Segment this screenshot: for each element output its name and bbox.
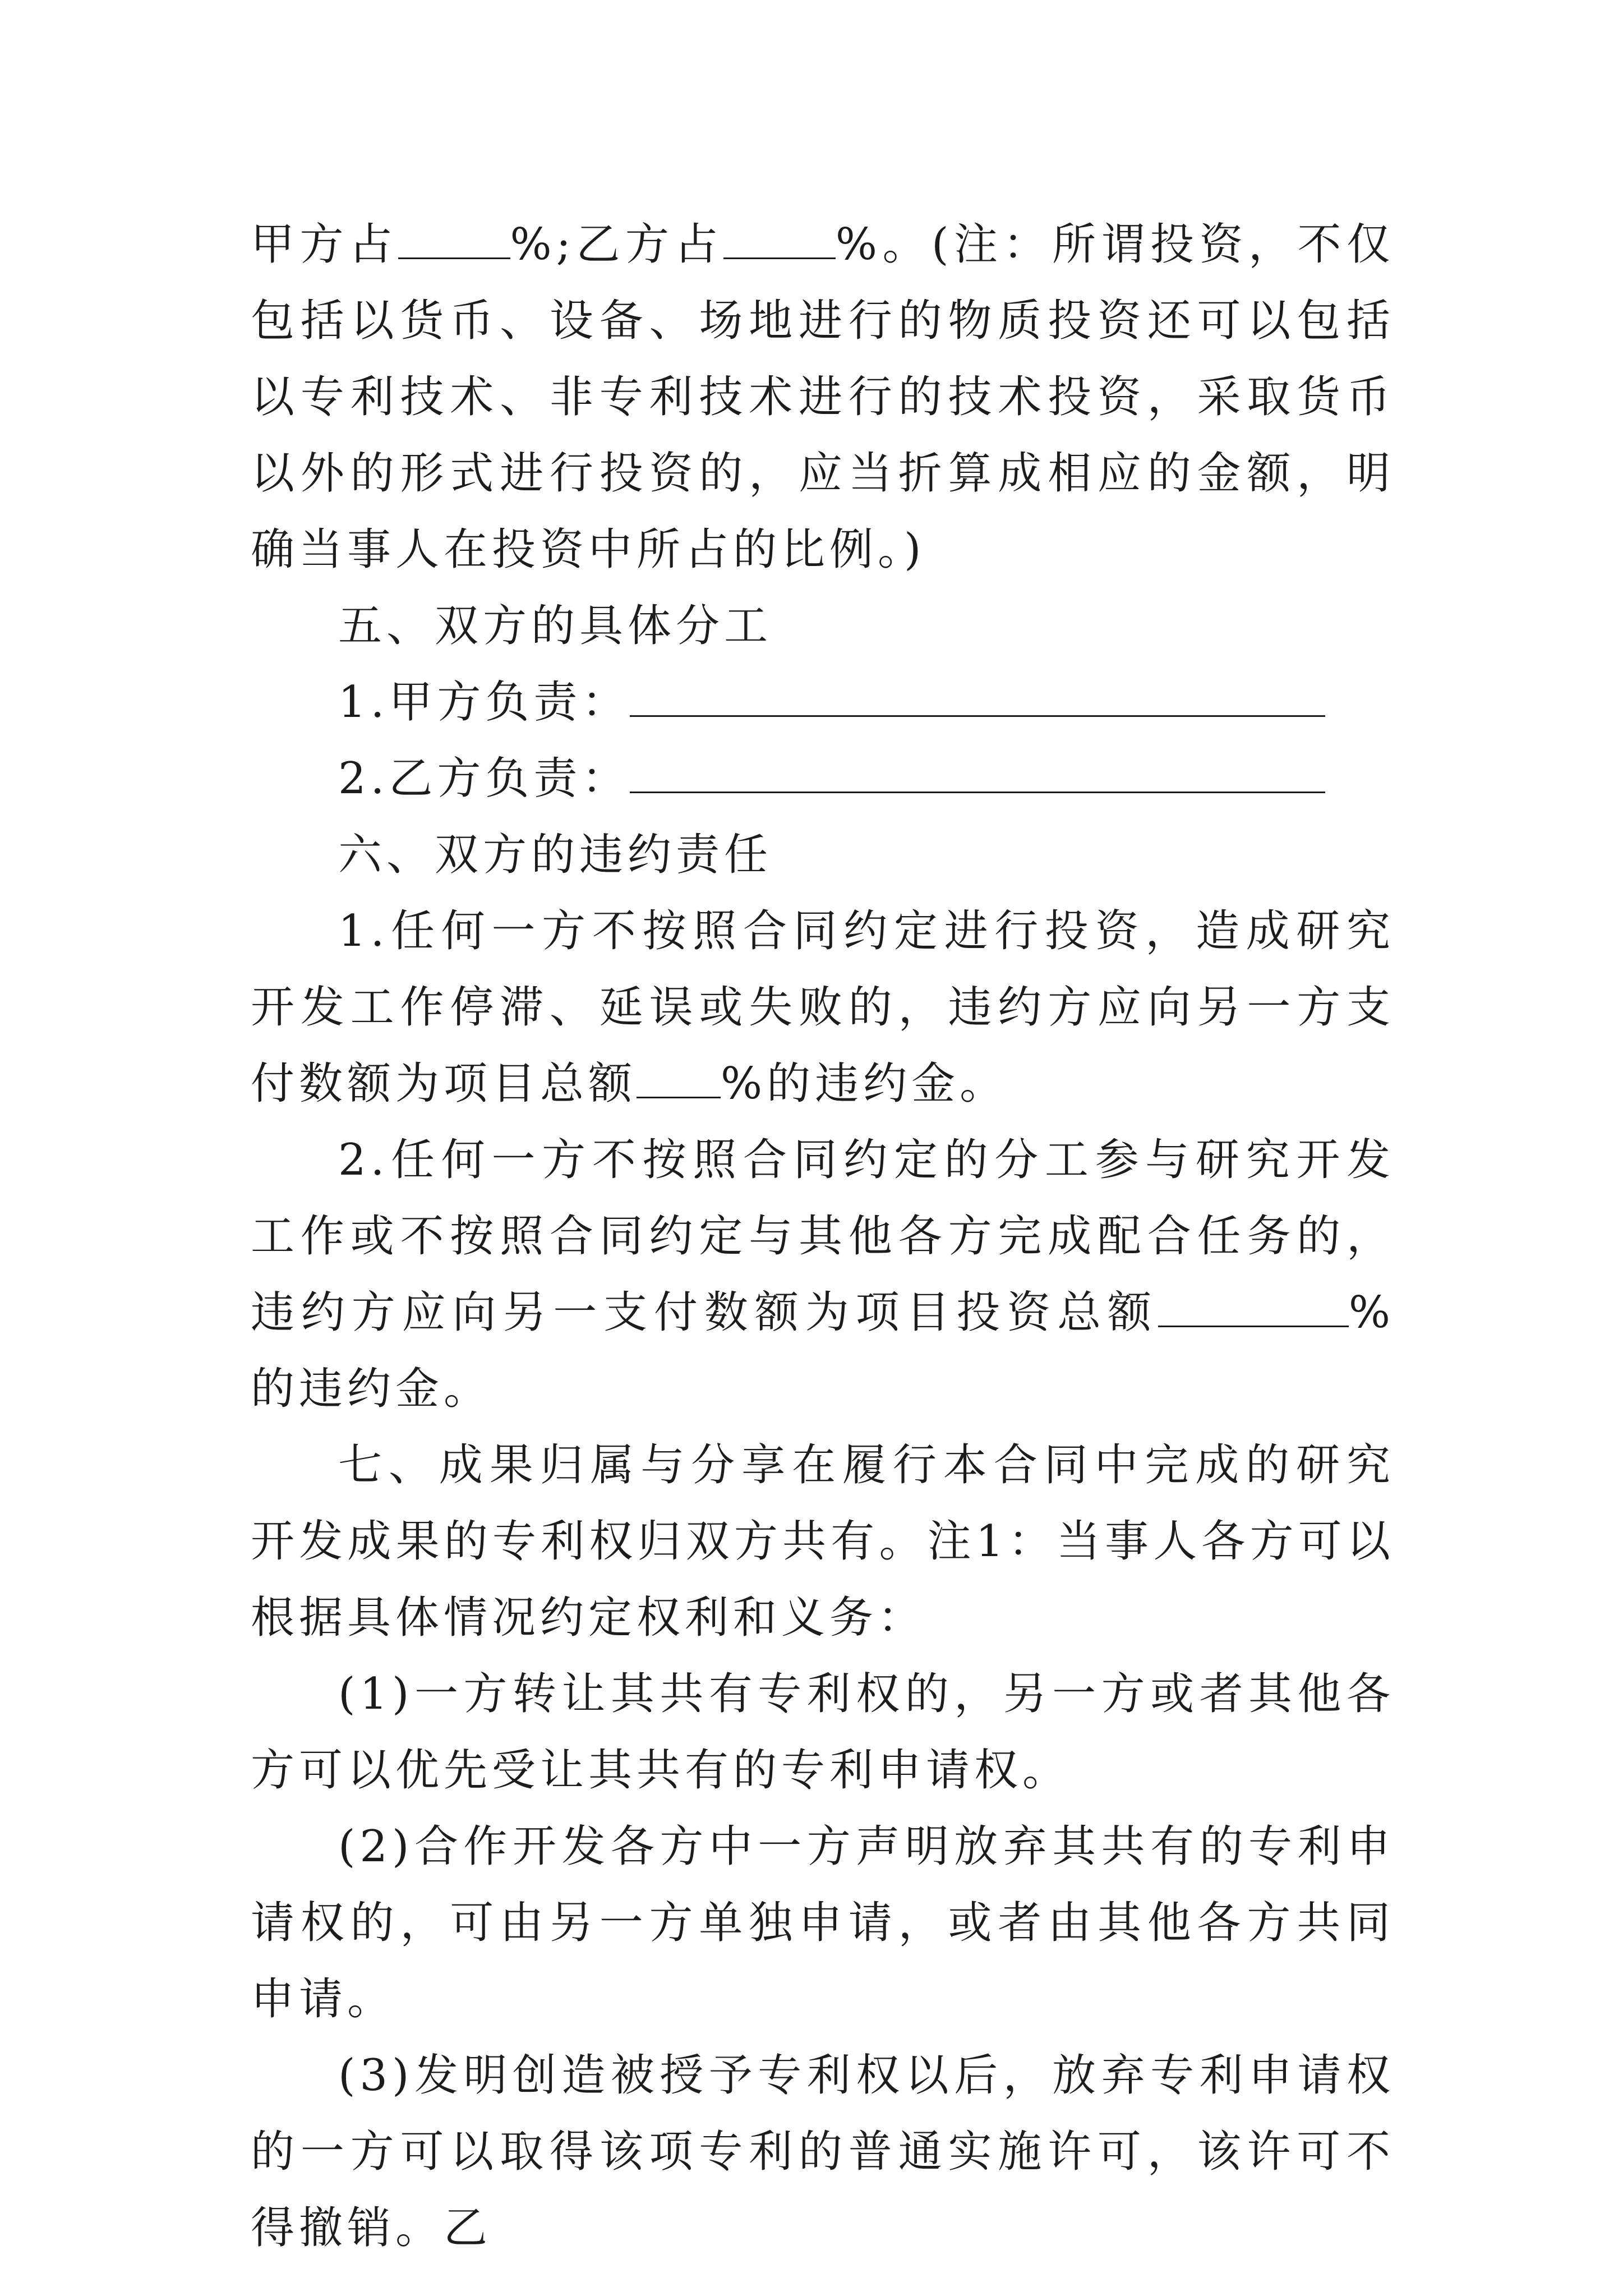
section-heading-division-of-labor: 五、双方的具体分工 [338,601,773,651]
paragraph-clause-1: (1)一方转让其共有专利权的，另一方或者其他各方可以优先受让其共有的专利申请权。 [251,1669,1395,1796]
text-fragment: 2.任何一方不按照合同约定的分工参与研究开发工作或不按照合同约定与其他各方完成配合任务的，违约方应向另一支付数额为项目投资总额 [251,1135,1395,1338]
paragraph-clause-3: (3)发明创造被授予专利权以后，放弃专利申请权的一方可以取得该项专利的普通实施许可，该许可不得撤销。乙 [251,2050,1395,2253]
text-fragment: %的违约金。 [251,1287,1395,1414]
text-fragment: 1.任何一方不按照合同约定进行投资，造成研究开发工作停滞、延误或失败的，违约方应向另一方支付数额为项目总额 [251,906,1395,1109]
paragraph-investment-ratio [251,206,1395,588]
paragraph-party-b-duty [251,740,1395,817]
blank-party-b-duty [630,752,1325,793]
paragraph-liability-2 [251,1122,1395,1427]
blank-penalty-percent-1 [637,1057,721,1098]
blank-party-a-duty [630,676,1325,717]
text-fragment: 甲方占 [251,219,398,270]
text-fragment: 1.甲方负责： [338,677,630,728]
section-heading-liability: 六、双方的违约责任 [338,830,773,880]
text-fragment: %。(注：所谓投资，不仅包括以货币、设备、场地进行的物质投资还可以包括以专利技术、非专利技术进行的技术投资，采取货币以外的形式进行投资的，应当折算成相应的金额，明确当事人在投资中所占的比例。) [251,219,1395,575]
text-fragment: %的违约金。 [721,1059,1008,1109]
blank-party-b-percent [723,218,836,259]
paragraph-liability-1 [251,893,1395,1122]
blank-party-a-percent [398,218,510,259]
document-body [251,206,1395,2266]
paragraph-party-a-duty [251,664,1395,740]
text-fragment: %;乙方占 [510,219,723,270]
paragraph-clause-2: (2)合作开发各方中一方声明放弃其共有的专利申请权的，可由另一方单独申请，或者由其他各方共同申请。 [251,1821,1395,2024]
blank-penalty-percent-2 [1158,1286,1349,1327]
section-heading-ownership: 七、成果归属与分享在履行本合同中完成的研究开发成果的专利权归双方共有。注1：当事人各方可以根据具体情况约定权利和义务： [251,1440,1395,1643]
text-fragment: 2.乙方负责： [338,753,630,804]
